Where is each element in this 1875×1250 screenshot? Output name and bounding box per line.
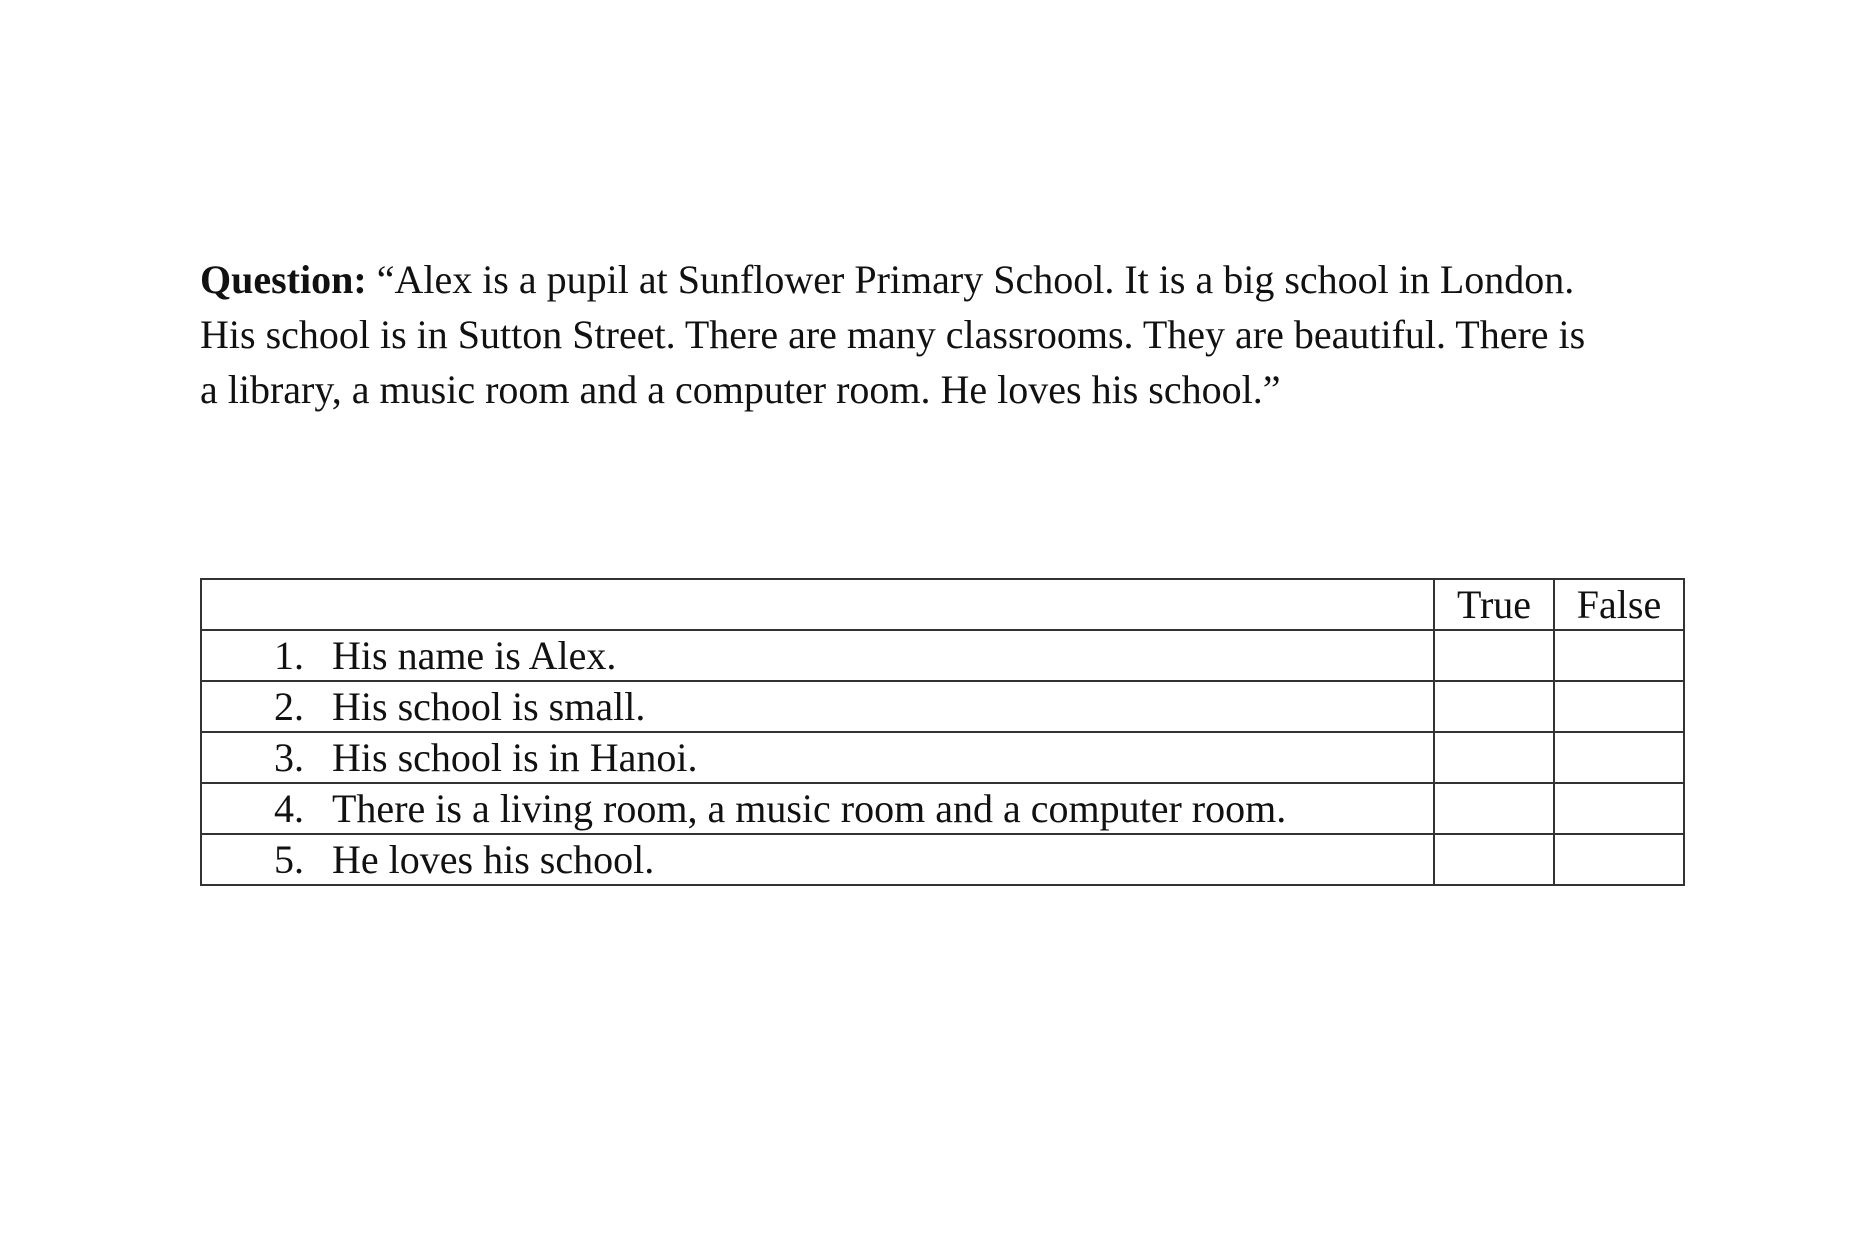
table-row: [201, 732, 1684, 783]
true-answer-cell[interactable]: [1434, 732, 1554, 783]
true-answer-cell[interactable]: [1434, 783, 1554, 834]
statement-text: There is a living room, a music room and a computer room.: [332, 786, 1287, 831]
table-row: [201, 834, 1684, 885]
statement-text: His school is small.: [332, 684, 646, 729]
statement-number: 2.: [274, 684, 304, 729]
true-false-table: [200, 578, 1685, 886]
true-answer-cell[interactable]: [1434, 834, 1554, 885]
false-answer-cell[interactable]: [1554, 834, 1684, 885]
table-row: [201, 783, 1684, 834]
statement-text: His school is in Hanoi.: [332, 735, 698, 780]
statement-number: 4.: [274, 786, 304, 831]
true-answer-cell[interactable]: [1434, 630, 1554, 681]
question-passage: “Alex is a pupil at Sunflower Primary School. It is a big school in London. His school is in Sutton Street. There are many classrooms. They are beautiful. There is a library, a music room and a computer room. He loves his school.”: [200, 257, 1586, 412]
false-header: False: [1554, 579, 1684, 630]
false-answer-cell[interactable]: [1554, 630, 1684, 681]
statement-number: 3.: [274, 735, 304, 780]
table-row: [201, 681, 1684, 732]
statement-number: 5.: [274, 837, 304, 882]
statement-header-cell: [201, 579, 1434, 630]
question-paragraph: [200, 252, 1600, 417]
false-answer-cell[interactable]: [1554, 681, 1684, 732]
table-header-row: [201, 579, 1684, 630]
statement-number: 1.: [274, 633, 304, 678]
statement-cell: [201, 834, 1434, 885]
true-answer-cell[interactable]: [1434, 681, 1554, 732]
statement-cell: [201, 783, 1434, 834]
statement-text: His name is Alex.: [332, 633, 617, 678]
statement-text: He loves his school.: [332, 837, 655, 882]
worksheet: [200, 252, 1700, 882]
true-header: True: [1434, 579, 1554, 630]
statement-cell: [201, 732, 1434, 783]
false-answer-cell[interactable]: [1554, 732, 1684, 783]
false-answer-cell[interactable]: [1554, 783, 1684, 834]
statement-cell: [201, 681, 1434, 732]
statement-cell: [201, 630, 1434, 681]
question-label: Question:: [200, 257, 367, 302]
table-row: [201, 630, 1684, 681]
